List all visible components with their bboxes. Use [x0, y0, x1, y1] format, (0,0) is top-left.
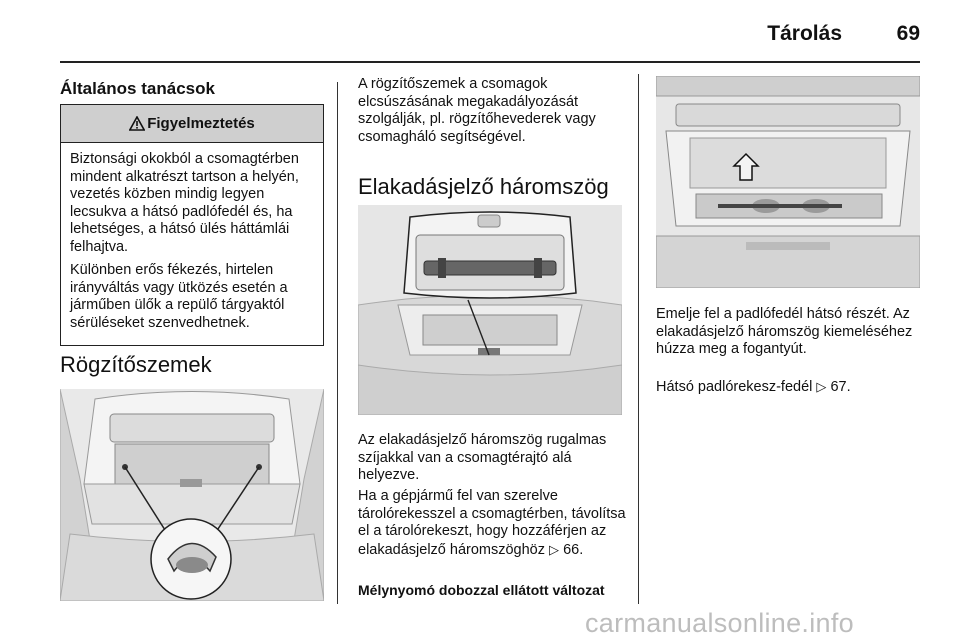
section-heading-general: Általános tanácsok: [60, 79, 215, 98]
lift-paragraph: Emelje fel a padlófedél hátsó részét. Az elakadásjelző háromszög kiemeléséhez húzza meg a fogantyút.: [656, 306, 913, 357]
page-title: Tárolás: [767, 22, 842, 45]
reference-arrow-icon: ▷: [816, 379, 827, 394]
floor-cover-reference: [656, 378, 926, 397]
reference-arrow-icon: ▷: [549, 541, 560, 557]
triangle-paragraph-2-ref[interactable]: 66.: [563, 541, 584, 558]
warning-header: [61, 105, 323, 143]
watermark: carmanualsonline.info: [585, 608, 854, 638]
warning-title: Figyelmeztetés: [147, 115, 255, 132]
warning-paragraph: Különben erős fékezés, hirtelen irányváltás vagy ütközés esetén a járműben ülők a repülő tárgyaktól sérüléseket szenvedhetnek.: [70, 262, 288, 331]
figure-lashing-eyes: [60, 389, 324, 601]
column-divider-right: [638, 74, 639, 604]
warning-triangle-icon: [129, 116, 145, 131]
header-rule: [60, 61, 920, 63]
page-number: 69: [896, 22, 920, 45]
warning-body: [61, 143, 323, 332]
figure-floor-cover: [656, 76, 920, 288]
triangle-paragraph-1: Az elakadásjelző háromszög rugalmas szíjakkal van a csomagtérajtó alá helyezve.: [358, 432, 607, 483]
section-heading-triangle: Elakadásjelző háromszög: [358, 174, 609, 199]
triangle-paragraph-2: [358, 488, 628, 559]
warning-box: [60, 104, 324, 346]
subwoofer-subheading: Mélynyomó dobozzal ellátott változat: [358, 582, 605, 598]
section-heading-eyelets: Rögzítőszemek: [60, 352, 212, 377]
warning-paragraph: Biztonsági okokból a csomagtérben mindent alkatrészt tartson a helyén, vezetés közben mindig legyen lecsukva a hátsó padlófedél és, ha lehetséges, a hátsó ülés háttámlái felhajtva.: [70, 151, 299, 255]
floor-cover-reference-text: Hátsó padlórekesz-fedél: [656, 379, 813, 395]
floor-cover-reference-ref[interactable]: 67.: [830, 379, 851, 395]
intro-paragraph: A rögzítőszemek a csomagok elcsúszásának megakadályozását szolgálják, pl. rögzítőhevederek vagy csomagháló segítségével.: [358, 76, 596, 145]
figure-warning-triangle: [358, 205, 622, 415]
triangle-paragraph-2-text: Ha a gépjármű fel van szerelve tárolórekesszel a csomagtérben, távolítsa el a tárolórekeszt, hogy hozzáférjen az elakadásjelző háromszöghöz: [358, 488, 626, 558]
column-divider-left: [337, 82, 338, 604]
